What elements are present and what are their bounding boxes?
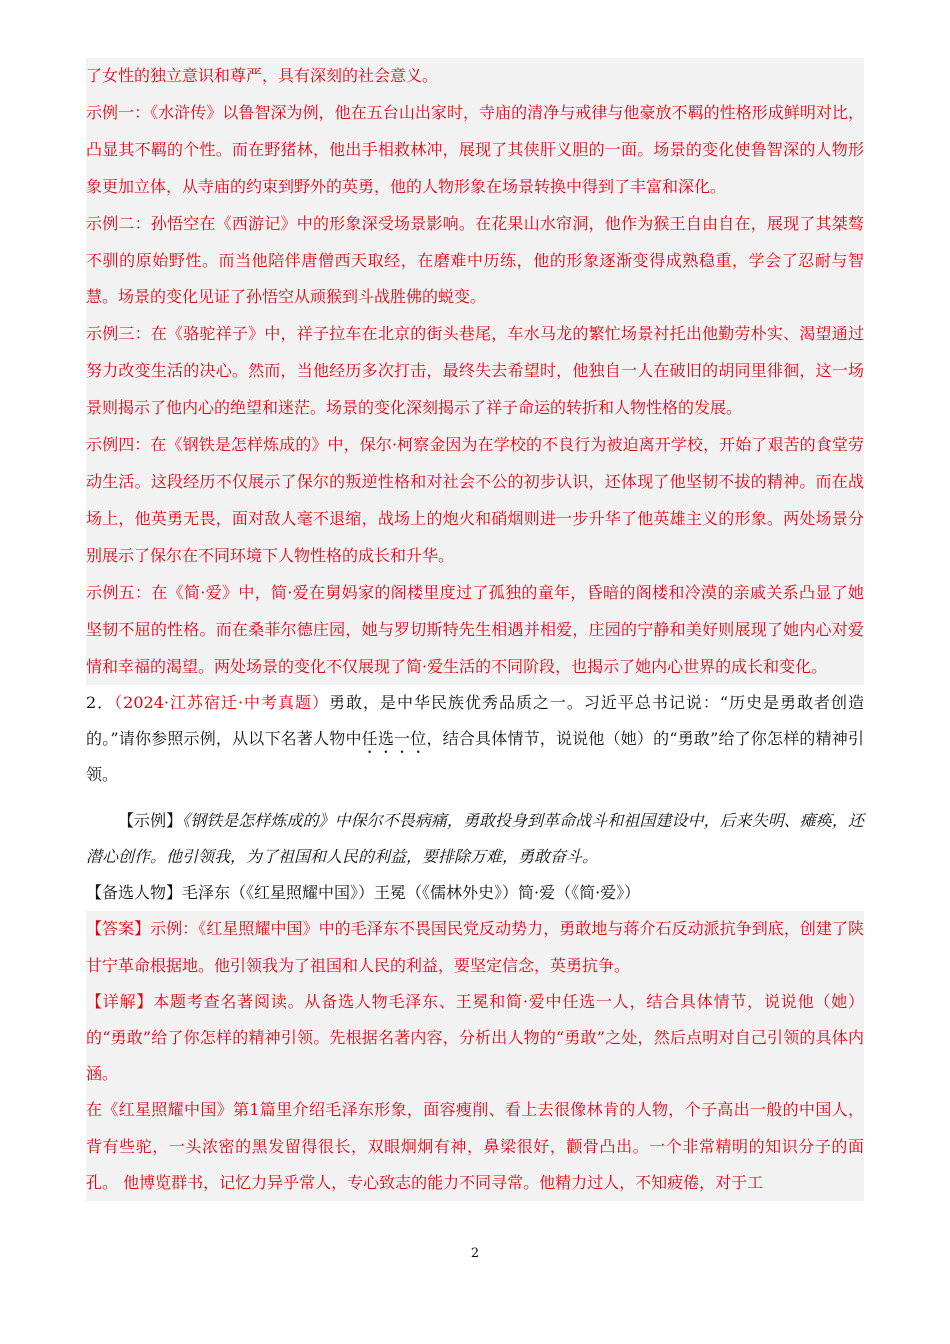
question-source: （2024·江苏宿迁·中考真题） — [114, 693, 329, 713]
question-text-b: ，结合具体情节，说说他（她）的“勇敢”给了你怎样的精神引领。 — [86, 729, 864, 785]
question-text-a: 勇敢，是中华民族优秀品质之一。习近平总书记说：“历史是勇敢者创造的。”请你参照示例，从以下名著人物中 — [86, 693, 864, 749]
page-number: 2 — [470, 1246, 480, 1261]
question-2 — [86, 685, 864, 793]
answer-block-question-2 — [86, 911, 864, 1201]
example-five: 示例五：在《简·爱》中，简·爱在舅妈家的阁楼里度过了孤独的童年，昏暗的阁楼和冷漠的亲戚关系凸显了她坚韧不屈的性格。而在桑菲尔德庄园，她与罗切斯特先生相遇并相爱，庄园的宁静和美好则展现了她内心对爱情和幸福的渴望。两处场景的变化不仅展现了简·爱生活的不同阶段，也揭示了她内心世界的成长和变化。 — [86, 582, 864, 676]
question-number: 2． — [86, 693, 115, 713]
question-emphasis: 任选一位 — [361, 729, 427, 749]
example-three: 示例三：在《骆驼祥子》中，祥子拉车在北京的街头巷尾，车水马龙的繁忙场景衬托出他勤劳朴实、渴望通过努力改变生活的决心。然而，当他经历多次打击，最终失去希望时，他独自一人在破旧的胡同里徘徊，这一场景则揭示了他内心的绝望和迷茫。场景的变化深刻揭示了祥子命运的转折和人物性格的发展。 — [86, 324, 864, 418]
analysis-paragraph: 在《红星照耀中国》第1篇里介绍毛泽东形象，面容瘦削、看上去很像林肯的人物，个子高出一般的中国人，背有些驼，一头浓密的黑发留得很长，双眼炯炯有神，鼻梁很好，颧骨凸出。一个非常精明的知识分子的面孔。 他博览群书，记忆力异乎常人，专心致志的能力不同寻常。他精力过人，不知疲倦，对于工 — [86, 1100, 864, 1192]
document-page — [86, 58, 864, 1201]
example-paragraph — [86, 803, 864, 875]
candidate-list: 【备选人物】毛泽东（《红星照耀中国》）王冕（《儒林外史》）简·爱（《简·爱》） — [86, 883, 641, 903]
answer-block-examples — [86, 58, 864, 685]
answer-paragraph: 【答案】示例：《红星照耀中国》中的毛泽东不畏国民党反动势力，勇敢地与蒋介石反动派抗争到底，创建了陕甘宁革命根据地。他引领我为了祖国和人民的利益，要坚定信念，英勇抗争。 — [86, 919, 864, 975]
example-one: 示例一：《水浒传》以鲁智深为例，他在五台山出家时，寺庙的清净与戒律与他豪放不羁的性格形成鲜明对比，凸显其不羁的个性。而在野猪林，他出手相救林冲，展现了其侠肝义胆的一面。场景的变化使鲁智深的人物形象更加立体，从寺庙的约束到野外的英勇，他的人物形象在场景转换中得到了丰富和深化。 — [86, 102, 864, 196]
paragraph-continuation: 了女性的独立意识和尊严，具有深刻的社会意义。 — [86, 66, 439, 85]
example-two: 示例二：孙悟空在《西游记》中的形象深受场景影响。在花果山水帘洞，他作为猴王自由自在，展现了其桀骜不驯的原始野性。而当他陪伴唐僧西天取经，在磨难中历练，他的形象逐渐变得成熟稳重，学会了忍耐与智慧。场景的变化见证了孙悟空从顽猴到斗战胜佛的蜕变。 — [86, 213, 864, 307]
detail-paragraph: 【详解】本题考查名著阅读。从备选人物毛泽东、王冕和简·爱中任选一人，结合具体情节，说说他（她）的“勇敢”给了你怎样的精神引领。先根据名著内容，分析出人物的“勇敢”之处，然后点明对自己引领的具体内涵。 — [86, 991, 864, 1084]
example-tag: 【示例】 — [118, 811, 183, 831]
example-text: 《钢铁是怎样炼成的》中保尔不畏病痛，勇敢投身到革命战斗和祖国建设中，后来失明、瘫痪，还潜心创作。他引领我，为了祖国和人民的利益，要排除万难，勇敢奋斗。 — [86, 811, 864, 867]
example-four: 示例四：在《钢铁是怎样炼成的》中，保尔·柯察金因为在学校的不良行为被迫离开学校，开始了艰苦的食堂劳动生活。这段经历不仅展示了保尔的叛逆性格和对社会不公的初步认识，还体现了他坚韧不拔的精神。而在战场上，他英勇无畏，面对敌人毫不退缩，战场上的炮火和硝烟则进一步升华了他英雄主义的形象。两处场景分别展示了保尔在不同环境下人物性格的成长和升华。 — [86, 435, 864, 565]
